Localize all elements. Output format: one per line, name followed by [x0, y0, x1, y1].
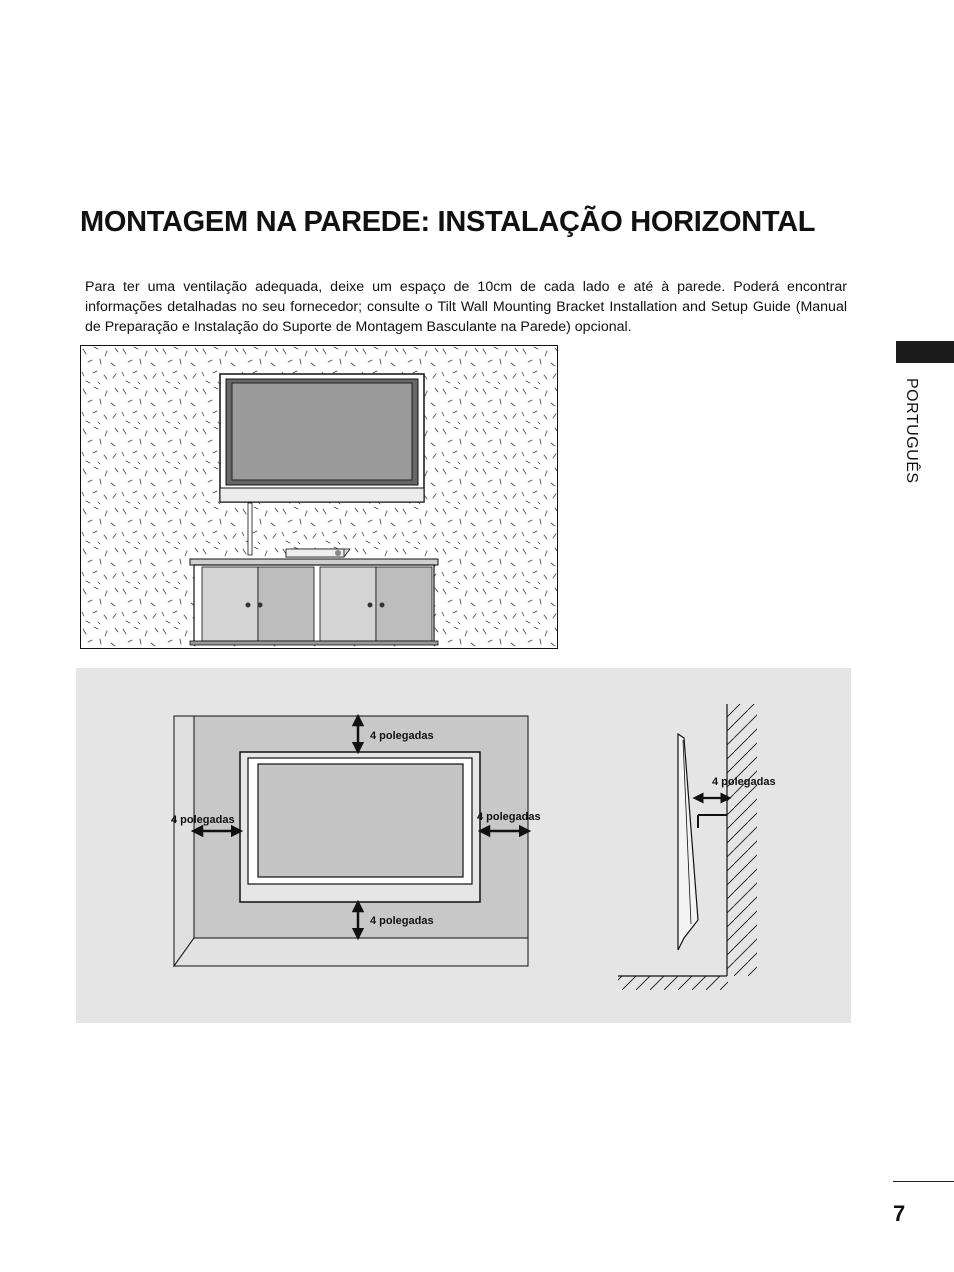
clearance-top-label: 4 polegadas: [370, 730, 434, 742]
language-tab-label: PORTUGUÊS: [903, 378, 920, 484]
intro-paragraph: Para ter uma ventilação adequada, deixe um espaço de 10cm de cada lado e até à parede. Poderá encontrar informações detalhadas no seu fornecedor; consulte o Tilt Wall Mounting Bracket Installation and Setup Guide (Manual de Preparação e Instalação do Suporte de Montagem Basculante na Parede) opcional.: [85, 279, 847, 335]
language-tab-marker: [896, 341, 954, 363]
clearance-right-label: 4 polegadas: [477, 811, 541, 823]
cabinet-illustration: [190, 559, 438, 645]
player-illustration: [286, 549, 350, 557]
wall-mount-illustration-svg: [80, 345, 558, 649]
page-number-rule: [893, 1181, 954, 1182]
clearance-diagram-panel: [76, 668, 851, 1023]
front-view-diagram: [171, 716, 541, 966]
page-number: 7: [893, 1201, 906, 1226]
clearance-bottom-label: 4 polegadas: [370, 915, 434, 927]
clearance-side-label: 4 polegadas: [712, 776, 776, 788]
wall-mount-illustration: [80, 345, 558, 649]
page-title: MONTAGEM NA PAREDE: INSTALAÇÃO HORIZONTAL: [80, 206, 816, 238]
tv-illustration: [220, 374, 424, 502]
clearance-diagram-svg: [76, 668, 851, 1023]
clearance-left-label: 4 polegadas: [171, 814, 235, 826]
